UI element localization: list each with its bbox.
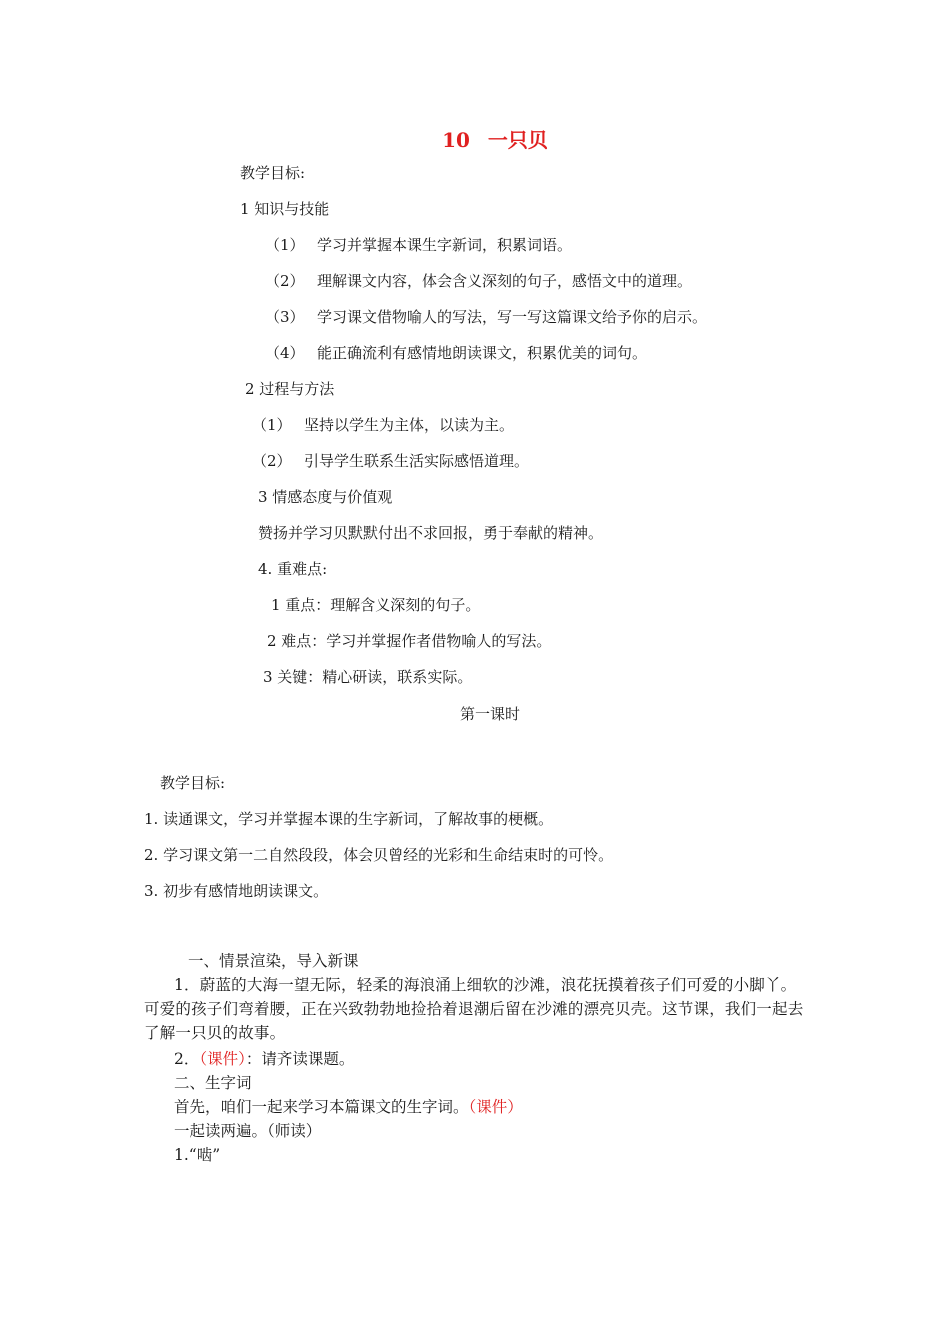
emotion-text: 赞扬并学习贝默默付出不求回报，勇于奉献的精神。 [258,524,604,542]
item-text: 能正确流利有感情地朗读课文，积累优美的词句。 [317,344,648,362]
item-number: （3） [265,308,305,326]
read-twice-line: 一起读两遍。（师读） [174,1122,322,1140]
courseware-tag: （课件） [199,1050,246,1068]
key-item: 3 关键：精心研读，联系实际。 [263,668,473,686]
intro-paragraph [144,973,812,1045]
key-item: 2 难点：学习并掌握作者借物喻人的写法。 [267,632,552,650]
item-text: 引导学生联系生活实际感悟道理。 [304,452,530,470]
item-number: （1） [252,416,292,434]
item-number: （2） [252,452,292,470]
class-period-heading: 第一课时 [459,705,520,723]
vocab-intro-text: 首先，咱们一起来学习本篇课文的生字词。 [174,1098,469,1116]
lesson-number: 10 [442,128,470,152]
item-text: 学习并掌握本课生字新词，积累词语。 [317,236,573,254]
step-number: 2． [174,1050,200,1068]
intro-paragraph-text: 1．蔚蓝的大海一望无际，轻柔的海浪涌上细软的沙滩，浪花抚摸着孩子们可爱的小脚丫。可爱的孩子们弯着腰，正在兴致勃勃地捡拾着退潮后留在沙滩的漂亮贝壳。这节课，我们一起去了解一只贝的故事。 [144,976,804,1042]
part1-heading: 一、情景渲染，导入新课 [188,952,359,970]
lesson-title-text: 一只贝 [487,128,548,152]
emotion-heading: 3 情感态度与价值观 [258,488,393,506]
lesson-goal: 2. 学习课文第一二自然段段，体会贝曾经的光彩和生命结束时的可怜。 [144,846,614,864]
goals-heading: 教学目标: [240,164,306,182]
knowledge-item [265,343,647,363]
step-2-line [174,1049,354,1069]
item-text: 理解课文内容，体会含义深刻的句子，感悟文中的道理。 [317,272,693,290]
process-item [252,451,529,471]
vocab-item: 1.“啮” [174,1146,221,1164]
courseware-tag: （课件） [468,1098,523,1116]
item-number: （4） [265,344,305,362]
item-text: 坚持以学生为主体，以读为主。 [304,416,515,434]
item-number: （2） [265,272,305,290]
lesson-goal: 1. 读通课文，学习并掌握本课的生字新词，了解故事的梗概。 [144,810,554,828]
item-number: （1） [265,236,305,254]
knowledge-item [265,271,692,291]
knowledge-item [265,307,707,327]
key-heading: 4. 重难点: [258,560,328,578]
key-item: 1 重点：理解含义深刻的句子。 [271,596,481,614]
vocab-intro-line [174,1097,523,1117]
lesson-goal: 3. 初步有感情地朗读课文。 [144,882,329,900]
knowledge-heading: 1 知识与技能 [240,200,330,218]
process-heading: 2 过程与方法 [245,380,335,398]
knowledge-item [265,235,572,255]
lesson-title [0,124,950,153]
item-text: 学习课文借物喻人的写法，写一写这篇课文给予你的启示。 [317,308,708,326]
lesson-goals-heading: 教学目标: [160,774,226,792]
part2-heading: 二、生字词 [174,1074,252,1092]
process-item [252,415,514,435]
step-text: ：请齐读课题。 [245,1050,355,1068]
